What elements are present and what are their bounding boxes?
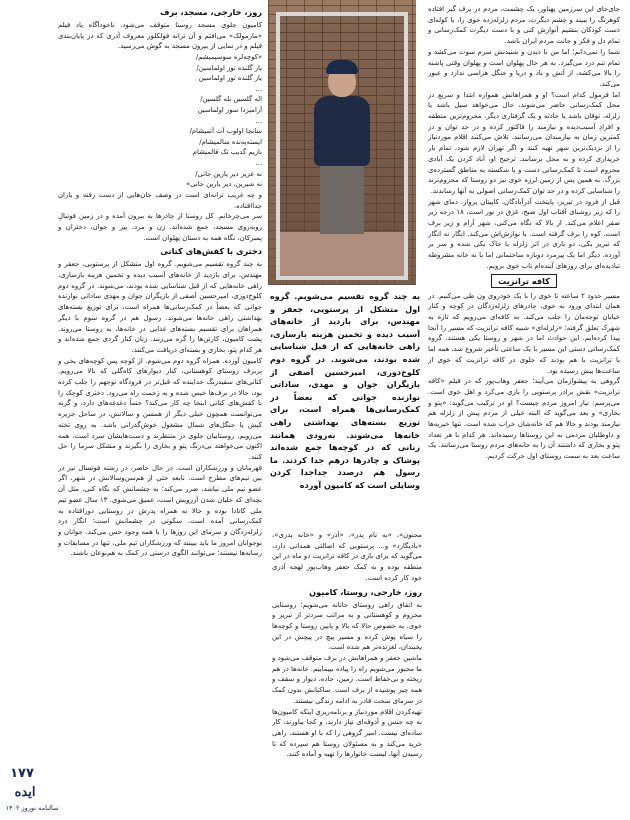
- poem-line: ایسته‌یه‌نده سالمیشام/: [199, 137, 262, 146]
- cafe-heading-wrap: [428, 272, 620, 291]
- right-column: [428, 4, 620, 816]
- middle-paragraph-2: ماشین جعفر و همراهانش در برف متوقف می‌شود و ما مجبور می‌شویم راه را پیاده بپیماییم. خانه‌ها در هم ریخته و بی‌حفاظ است. زمین، جاده، دیوار و سقف و همه چیز پوشیده از برف است. ساکنانش بدون کمک در سرمای سخت قادر به ادامه زندگی نیستند.: [272, 654, 422, 705]
- section-heading-mosque-snow: روز، خارجی، مسجد، برف: [160, 7, 262, 17]
- poem-line: ...: [255, 84, 262, 93]
- right-paragraph-1: جای‌جای این سرزمین پهناور، یک چشمت، مردم در برف گیر افتاده کوهرنگ را ببیند و چشم دیگرت، مردم زلزله‌زده خوی را، با کوله‌ای دست کودکان بنشیم آنوازش کنی و با دست دیگرت کمک‌رسانی و تمام دل و فکر و جانت مردم ایران باشد.: [428, 5, 620, 46]
- poem-line: یار گلنده توز اولماسین: [198, 74, 262, 83]
- issue-label: سالنامه نوروز ۱۴۰۲: [5, 804, 59, 812]
- right-paragraph-5: مسیر حدود ۲ ساعته تا خوی را با یک خودروی ون طی می‌کنیم. در همان ابتدای ورود به خوی، چادرهای زلزله‌زدگان در کوچه و کنار خیابان توجه‌مان را جلب می‌کند. به کافه‌ای می‌رویم که تازه به شهرک تعلق گرفته؛ «زلزله‌ای» شبیه کافه ترانزیت که مسیر را آنجا پیدا کرده‌ایم. این حوادث اما در شهر و روستا یکی هستند. گروه کمک‌رسانی دستی این مسیر با یک ساعتی تأخیر شروع شد. همه اما با ترانزیت با هم بودند که جلوی در کافه ترانزیت که خوی از ساعت‌ها پیش رسیده بود.: [428, 291, 620, 375]
- photo-person-cap: [326, 60, 358, 74]
- page-number: ۱۷۷: [10, 766, 34, 781]
- magazine-logo: ایده: [14, 785, 36, 800]
- poem-line: «کوچه‌لره سوسپمیشم/: [195, 53, 262, 62]
- section-heading-village-truck: روز، خارجی، روستا، کامیون: [309, 586, 422, 597]
- left-paragraph-5: کامیون آورده. همراه گروه دوم می‌شوم. از کوچه پس کوچه‌های یخی و پربرف روستای کوهستانی، کنار دیوارهای کاه‌گلی که بالا می‌رویم. کتانی‌های سفیدرنگ خداینده که قبل‌تر در فرودگاه توجهم را جلب کرده بود، حالا در برف‌ها خیس شده و به زحمت راه می‌رود. دختری کوچک را با کفش‌های کتانی اینجا چه کار می‌کند؟ حتماً دغدغه‌های دارد، و گرنه می‌توانست همچون خیلی دیگر از همسن و سالانش، در ساحل جزیره کیش یا جنگل‌های شمال مشغول خوش‌گذرانی باشد. به روی تخته می‌رویم. روستاییان جلوی در منتظرند و دست‌هایشان سرد است. همه اکنون می‌خواهند بی‌درنگ پتو و بخاری را بگیرند و مشکل سرما را حل کنند.: [58, 356, 262, 461]
- middle-intro: مجنون»، «به نام پدر»، «آذر» و «خانه پدری»، «بادیگارد» و... پرستویی که اصالتی همدانی دارد، می‌گوید که برای بازی در کافه ترانزیت دو ماه در این منطقه بوده و به کمک جعفر وهاب‌پور لهجه آذری خود کار کرده است.: [272, 531, 422, 582]
- poem-line: یار گلنده توز اولماسین/: [196, 63, 262, 72]
- right-paragraph-4: قبل از فرود در تبریز، پایتخت آذرآبادگان، کاپیتان پرواز، دمای شهر را که زیر روشنای آفتاب اول صبح، غرق در نور است، ۱۸ درجه زیر صفر اعلام می‌کند. از بالا که نگاه می‌کنی، شهر آرام و زیر برف است. کوه را برف گرفته است. با نوازش‌اش می‌کند. انگار نه انگار که تبریز یکی، دو باری در اثر زلزله با خاک یکی شده و سر بر آورده. دیگر اما یک پیرمرد دوباره ساختمانی اما با نه خانه مشروطه تبادیده‌ای برای روزهای آینده‌ام تاب خوی برویم.: [428, 197, 620, 270]
- right-paragraph-6: گروهی به پیشوازمان می‌آیند؛ جعفر وهاب‌پور که در فیلم «کافه ترانزیت» نقش برادر پرستویی را بازی می‌کرد و اهل خوی است. می‌پرسم: نیاز امروز مردم چیست؟ او در ترکیب می‌گوید: «پتو و بخاری» و بعد می‌گوید که البته خیلی از مردم پیش از زلزله هم نیازمند بودند و حالا هم که خانه‌شان خراب شده است. تنها خیریه‌ها و داوطلبان مردمی به این روستاها رسیده‌اند. هر کدام با هر تعداد پتو و بخاری که داشتند آن را به خانه‌های مردم روستا می‌رسانند. یک ساعت بعد به سمت روستای اول حرکت کردیم.: [428, 377, 620, 461]
- section-heading-girl-sneakers: دختری با کفش‌های کتانی: [160, 246, 262, 257]
- left-paragraph-6: قهرمانان و ورزشکاران است. در حال حاضر، در رشته فوتسال نیز در بین تیم‌های مطرح است. نابغه حتی از هم‌سن‌وسالانش در شهر، اگر عضو تیم ملی نباشد، ضرر می‌کند؛ به چشمانش که نگاه کنی، مثل آن بچه‌ای که خلبان شدن آرزویش است، عمیق می‌شوی. ۱۳ سال عضو تیم ملی کانادا بوده و حالا به همراه پدرش در روستایی دورافتاده به کمک‌رسانی آمده است. سکوتی در چشمانش است؛ انگار درد زلزله‌زدگان و سرمای این روزها را با همه وجود حس می‌کند. جوانان و نوجوانان امروز ما باید ببینند که ورزشکاران تیم ملی، تنها در مسابقات و رسانه‌ها نیستند؛ می‌توانند الگوی درستی در کمک به هم‌نوعان باشند.: [58, 463, 262, 558]
- page-side-strip: [0, 0, 30, 820]
- poem-line: بازیم گدیب تک قالمیشام: [192, 148, 262, 157]
- left-paragraph-2: و چه غریب ترانه‌ای است در وصف جان‌هایی از دست رفته و یاران جداافتاده.: [58, 190, 262, 210]
- poem-line: اله گلسین بله گلسین/: [200, 95, 262, 104]
- poem-block: [58, 52, 262, 190]
- left-paragraph-1: کامیون جلوی مسجد روستا متوقف می‌شود. ناخودآگاه یاد فیلم «مارمولک» می‌افتم و آن ترانه فولکلور معروف آذری که در پایان‌بندی فیلم و در نمایی از بیرون مسجد به گوش می‌رسید.: [58, 21, 262, 51]
- photo-person-legs: [320, 164, 364, 234]
- middle-paragraph-1: به اتفاق راهی روستای خاتانه می‌شویم؛ روستایی محروم و کوهستانی و به مراتب سردتر از تبریز و خوی. به خصوص حالا که بالا و پایین روستا و کوچه‌ها را سیاه پوش کرده و مسیر پیچ در پیچش در این یخبندان، لغزنده‌تر هم شده است.: [272, 600, 422, 652]
- poem-line: نه عزیز دیر یارین جانی/: [195, 169, 262, 178]
- middle-column: [272, 530, 422, 816]
- right-paragraph-3: اما فرمول کدام است؟ او و همراهانش همواره ابتدا و سریع در محل کمک‌رسانی حاضر می‌شوند، حال می‌خواهد سیل باشد یا زلزله، توفان باشد یا حادثه و یک گرفتاری دیگر. محروم‌ترین منطقه و افرادِ آسیب‌دیده و نیازمند را فاکتور کرده و در حد توان و در کمترین زمان به نیازمندان می‌رسانند. تلاش می‌کنند اقلام موردنیاز را از نزدیک‌ترین شهر تهیه کنند و اگر تهران لازم شود، تمام بار خریداری کرده و به محل برسانند. ترجیح او، آباد کردن یک آبادی محروم است تا کمک‌رسانی دست و پا شکسته به مناطق گسترده‌ی بزرگ. به همین پس از زمین لرزه خوی نیز دو روستا که محروم‌ترند را شناسایی کرده و در حد توان کمک‌رسانی اصولی به آنها رساندند.: [428, 90, 620, 195]
- middle-paragraph-3: تهیه‌کردن اقلام موردنیاز و برنامه‌ریزی اینکه کامیون‌ها به چه جنس و آذوقه‌ای نیاز دارند، و کجا بیاورند، کار ساده‌ای نیست. امیر گروهی را که با او هستند، راهی خرید می‌کند و به مسئولان روستا هم سپرده که تا رسیدن آنها، لیست خانوارها را تهیه و آماده کنند.: [272, 707, 422, 759]
- poem-line: ...: [255, 116, 262, 125]
- left-paragraph-3: سر می‌چرخانم. کل روستا از چادرها به بیرون آمده و در زمین فوتبالِ روبه‌روی مسجد، جمع شده‌اند. زن و مرد، پیر و جوان، دختران و پسرکان، نگاه همه به دستان پهلوان است.: [58, 212, 262, 242]
- poem-line: نه شیرین، دیر یارین جانی»: [186, 180, 262, 189]
- poem-line: آرامیزدا سوز اولماسین: [197, 106, 262, 115]
- photo-person-torso: [314, 96, 370, 166]
- photo-floor: [280, 232, 404, 276]
- section-heading-cafe-transit: کافه ترانزیت: [491, 274, 557, 288]
- article-photo: [268, 0, 416, 285]
- poem-line: سانجا اولوب آت آتمیشام/: [189, 127, 262, 136]
- left-column: [58, 4, 262, 816]
- right-paragraph-2: شما را نمی‌دانم؛ اما من با دیدن و شنیدنش سرم سوت می‌کشد و تمام تنم درد می‌گیرد. به هر حال پهلوان است و پهلوان وقتی پاشنه را بالا می‌کشد، از آتش و باد و دریا و جنگل هراسی ندارد و عبور می‌کند.: [428, 47, 620, 88]
- left-paragraph-4: به چند گروه تقسیم می‌شویم. گروه اول متشکل از پرستویی، جعفر و مهندس، برای بازدید از خانه‌های آسیب دیده و تخمین هزینه بازسازی، راهی خانه‌هایی که از قبل شناسایی شده بودند، می‌شوند. در گروه دوم کلوخ‌دوزی، امیرحسین آصفی از بازیگران جوان و مهدی ساداتی نوازنده جوانی که بعضاً در کمک‌رسانی‌ها همراه است، برای توزیع بسته‌های بهداشتی راهی خانه‌ها می‌شوند. رسول هم در گروه سوم با دیگر همراهان برای تقسیم بسته‌های غذایی در خانه‌ها، به روستا می‌روند. پشت کامیون، کارتن‌ها را گره می‌زنند. زنان کنار گردی جمع شده‌اند و هر کدام پتو، بخاری و بسته‌ای دریافت می‌کنند.: [58, 260, 262, 354]
- pull-quote: به چند گروه تقسیم می‌شویم. گروه اول متشکل از پرستویی، جعفر و مهندس، برای بازدید از خانه‌های آسیب دیده و تخمین هزینه بازسازی، راهی خانه‌هایی که از قبل شناسایی شده بودند، می‌شوند. در گروه دوم کلوخ‌دوزی، امیرحسین آصفی از بازیگران جوان و مهدی، ساداتی نوازنده جوانی که بعضاً در کمک‌رسانی‌ها همراه است، برای توزیع بسته‌های بهداشتی راهی خانه‌ها می‌شوند. به‌زودی همانند زنانی که در کوچه‌ها جمع شده‌اند پوشاک و چادرها درهم جدا کردند. ما رسول هم درصدد جداجدا کردن وسایلی است که کامیون آورده: [270, 291, 420, 490]
- poem-line: ...: [255, 159, 262, 168]
